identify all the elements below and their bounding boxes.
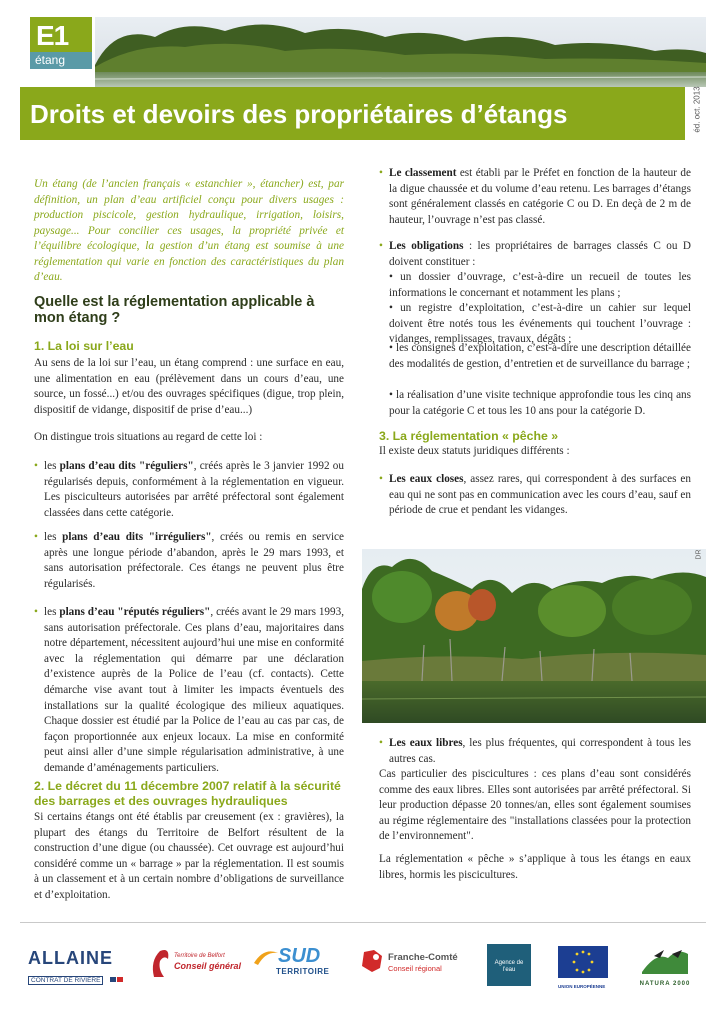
bullet-irreguliers: • les plans d’eau dits "irréguliers", créés ou remis en service après une longue période d’abandon, après le 29 mars 1993, et sans autorisation préfectorale. Ces étangs ne peuvent plus être régularisés. xyxy=(34,531,344,590)
logo-territoire-de-belfort: Territoire de Belfort Conseil général xyxy=(150,947,240,987)
obligation-visite: • la réalisation d’une visite technique approfondie tous les cinq ans pour la catégorie C et tous les 10 ans pour la catégorie D. xyxy=(389,389,691,417)
bullet-eaux-libres: • Les eaux libres, les plus fréquentes, qui correspondent à tous les autres cas. xyxy=(379,737,691,765)
bold-term: plans d’eau dits "irréguliers" xyxy=(62,531,212,543)
bold-term: Les eaux closes xyxy=(389,473,464,485)
logo-franche-comte: Franche-Comté Conseil régional xyxy=(360,948,470,988)
bullet-classement: • Le classement est établi par le Préfet en fonction de la hauteur de la digue chaussée et du volume d’eau retenu. Les barrages d’étangs sont généralement classés en catégorie C ou D. En deçà de 2 m de hauteur, l’ouvrage n’est pas classé. xyxy=(379,167,691,226)
bold-term: plans d’eau dits "réguliers" xyxy=(59,460,194,472)
footer-divider xyxy=(20,922,706,923)
obligation-registre: • un registre d’exploitation, c’est-à-dire un cahier sur lequel doivent être notés tous les événements qui touchent l’ouvrage : vidanges, remplissages, travaux, dégâts ; xyxy=(389,302,691,346)
obligation-consignes: • les consignes d’exploitation, c’est-à-dire une description détaillée des modalités de gestion, d’entretien et de surveillance du barrage ; xyxy=(389,342,691,370)
question-heading: Quelle est la réglementation applicable à mon étang ? xyxy=(34,294,315,326)
bullet-reputes-reguliers: • les plans d’eau "réputés réguliers", créés avant le 29 mars 1993, sans autorisation préfectorale. Ces plans d’eau, majoritaires dans notre département, nécessitent aujourd’hui une mise en conformité avec la réglementation qui démarre par une déclaration d’existence auprès de la Police de l’eau (cf. contacts). Cette démarche vise avant tout à limiter les impacts éventuels des installations sur la qualité écologique des milieux aquatiques. Chaque dossier est étudié par la Police de l’eau au cas par cas, de façon proportionnée aux enjeux locaux. La mise en conformité peut ainsi aller d’une simple régularisation administrative, à une demande d’aménagements particuliers. xyxy=(34,606,344,774)
bullet-dot: • xyxy=(34,606,38,618)
bullet-dot: • xyxy=(379,473,383,485)
bullet-dot: • xyxy=(34,460,38,472)
logo-union-europeenne: UNION EUROPÉENNE xyxy=(558,946,608,986)
obligation-dossier: • un dossier d’ouvrage, c’est-à-dire un recueil de toutes les informations le concernant et notamment les plans ; xyxy=(389,271,691,299)
natura-bird-icon xyxy=(638,944,692,976)
section-3-heading: 3. La réglementation « pêche » xyxy=(379,429,559,443)
logo-allaine: ALLAINE CONTRAT DE RIVIÈRE xyxy=(28,948,128,988)
bullet-obligations: • Les obligations : les propriétaires de barrages classés C ou D doivent constituer : xyxy=(379,240,692,268)
page-title: Droits et devoirs des propriétaires d’étangs xyxy=(30,99,568,129)
bullet-dot: • xyxy=(379,737,383,749)
section-2-heading: 2. Le décret du 11 décembre 2007 relatif à la sécurité des barrages et des ouvrages hydrauliques xyxy=(34,779,341,808)
eu-flag-icon xyxy=(558,946,608,978)
bullet-eaux-closes: • Les eaux closes, assez rares, qui correspondent à des surfaces en eau qui ne sont pas en communication avec les cours d’eau, sauf en période de crue et pendant les vidanges. xyxy=(379,473,691,517)
bullet-dot: • xyxy=(34,531,38,543)
logo-agence-de-l-eau: Agence de l’eau xyxy=(487,944,531,986)
title-bar xyxy=(20,87,685,140)
bullet-dot: • xyxy=(379,240,383,252)
photo-credit: DR xyxy=(695,549,703,560)
section-2-paragraph: Si certains étangs ont été établis par creusement (ex : gravières), la plupart des étangs du Territoire de Belfort résultent de la construction d’une digue (ou chaussée). Cet ouvrage est aujourd’hui considéré comme un « barrage » par la réglementation. Il est soumis à un classement et à un certain nombre d’obligations de surveillance et d’exploitation. xyxy=(34,811,344,901)
edition-date: éd. oct. 2013 xyxy=(692,86,702,133)
section-1-lead: On distingue trois situations au regard de cette loi : xyxy=(34,431,263,443)
header-lake-photo xyxy=(95,17,706,87)
peche-paragraph: La réglementation « pêche » s’applique à tous les étangs en eaux libres, hormis les piscicultures. xyxy=(379,853,691,881)
bold-term: Le classement xyxy=(389,167,457,179)
logo-natura-2000: NATURA 2000 xyxy=(638,944,692,988)
belfort-lion-icon xyxy=(150,947,172,981)
piscicultures-paragraph: Cas particulier des piscicultures : ces plans d’eau sont considérés comme des eaux libres. Elles sont autorisées par arrêté préfectoral. Si leur production dépasse 20 tonnes/an, elles sont également soumises au régime réglementaire des "installations classées pour la protection de l’environnement". xyxy=(379,768,691,843)
sud-swoosh-icon xyxy=(252,947,280,969)
bold-term: Les obligations xyxy=(389,240,464,252)
bullet-dot: • xyxy=(379,167,383,179)
intro-paragraph: Un étang (de l’ancien français « estanchier », étancher) est, par définition, un plan d’eau artificiel conçu pour divers usages : production piscicole, gestion hydraulique, irrigation, loisirs, paysage... Pour concilier ces usages, la propriété privée et l’équilibre écologique, la gestion d’un étang est soumise à une réglementation qui varie en fonction des caractéristiques du plan d’eau. xyxy=(34,178,344,284)
edition-strip xyxy=(687,87,706,140)
section-1-paragraph: Au sens de la loi sur l’eau, un étang comprend : une surface en eau, une alimentation en eau (prélèvement dans un cours d’eau, une source, un fossé...) et/ou des ouvrages spécifiques (digue, trop plein, dispositif de vidange, dispositif de prise d’eau...) xyxy=(34,357,344,416)
france-map-icon xyxy=(360,948,384,974)
logo-sud-territoire: SUD TERRITOIRE xyxy=(252,945,342,985)
category-label: étang xyxy=(30,52,92,69)
sheet-code: E1 xyxy=(36,20,69,51)
section-3-lead: Il existe deux statuts juridiques différents : xyxy=(379,445,570,457)
bold-term: plans d’eau "réputés réguliers" xyxy=(59,606,211,618)
bold-term: Les eaux libres xyxy=(389,737,463,749)
section-1-heading: 1. La loi sur l’eau xyxy=(34,339,134,353)
pond-photo xyxy=(362,549,706,723)
bullet-reguliers: • les plans d’eau dits "réguliers", créés après le 3 janvier 1992 ou régularisés depuis, conformément à la réglementation en vigueur. Les pisciculteurs autorisées par arrêté préfectoral sont également classées dans cette catégorie. xyxy=(34,460,344,519)
